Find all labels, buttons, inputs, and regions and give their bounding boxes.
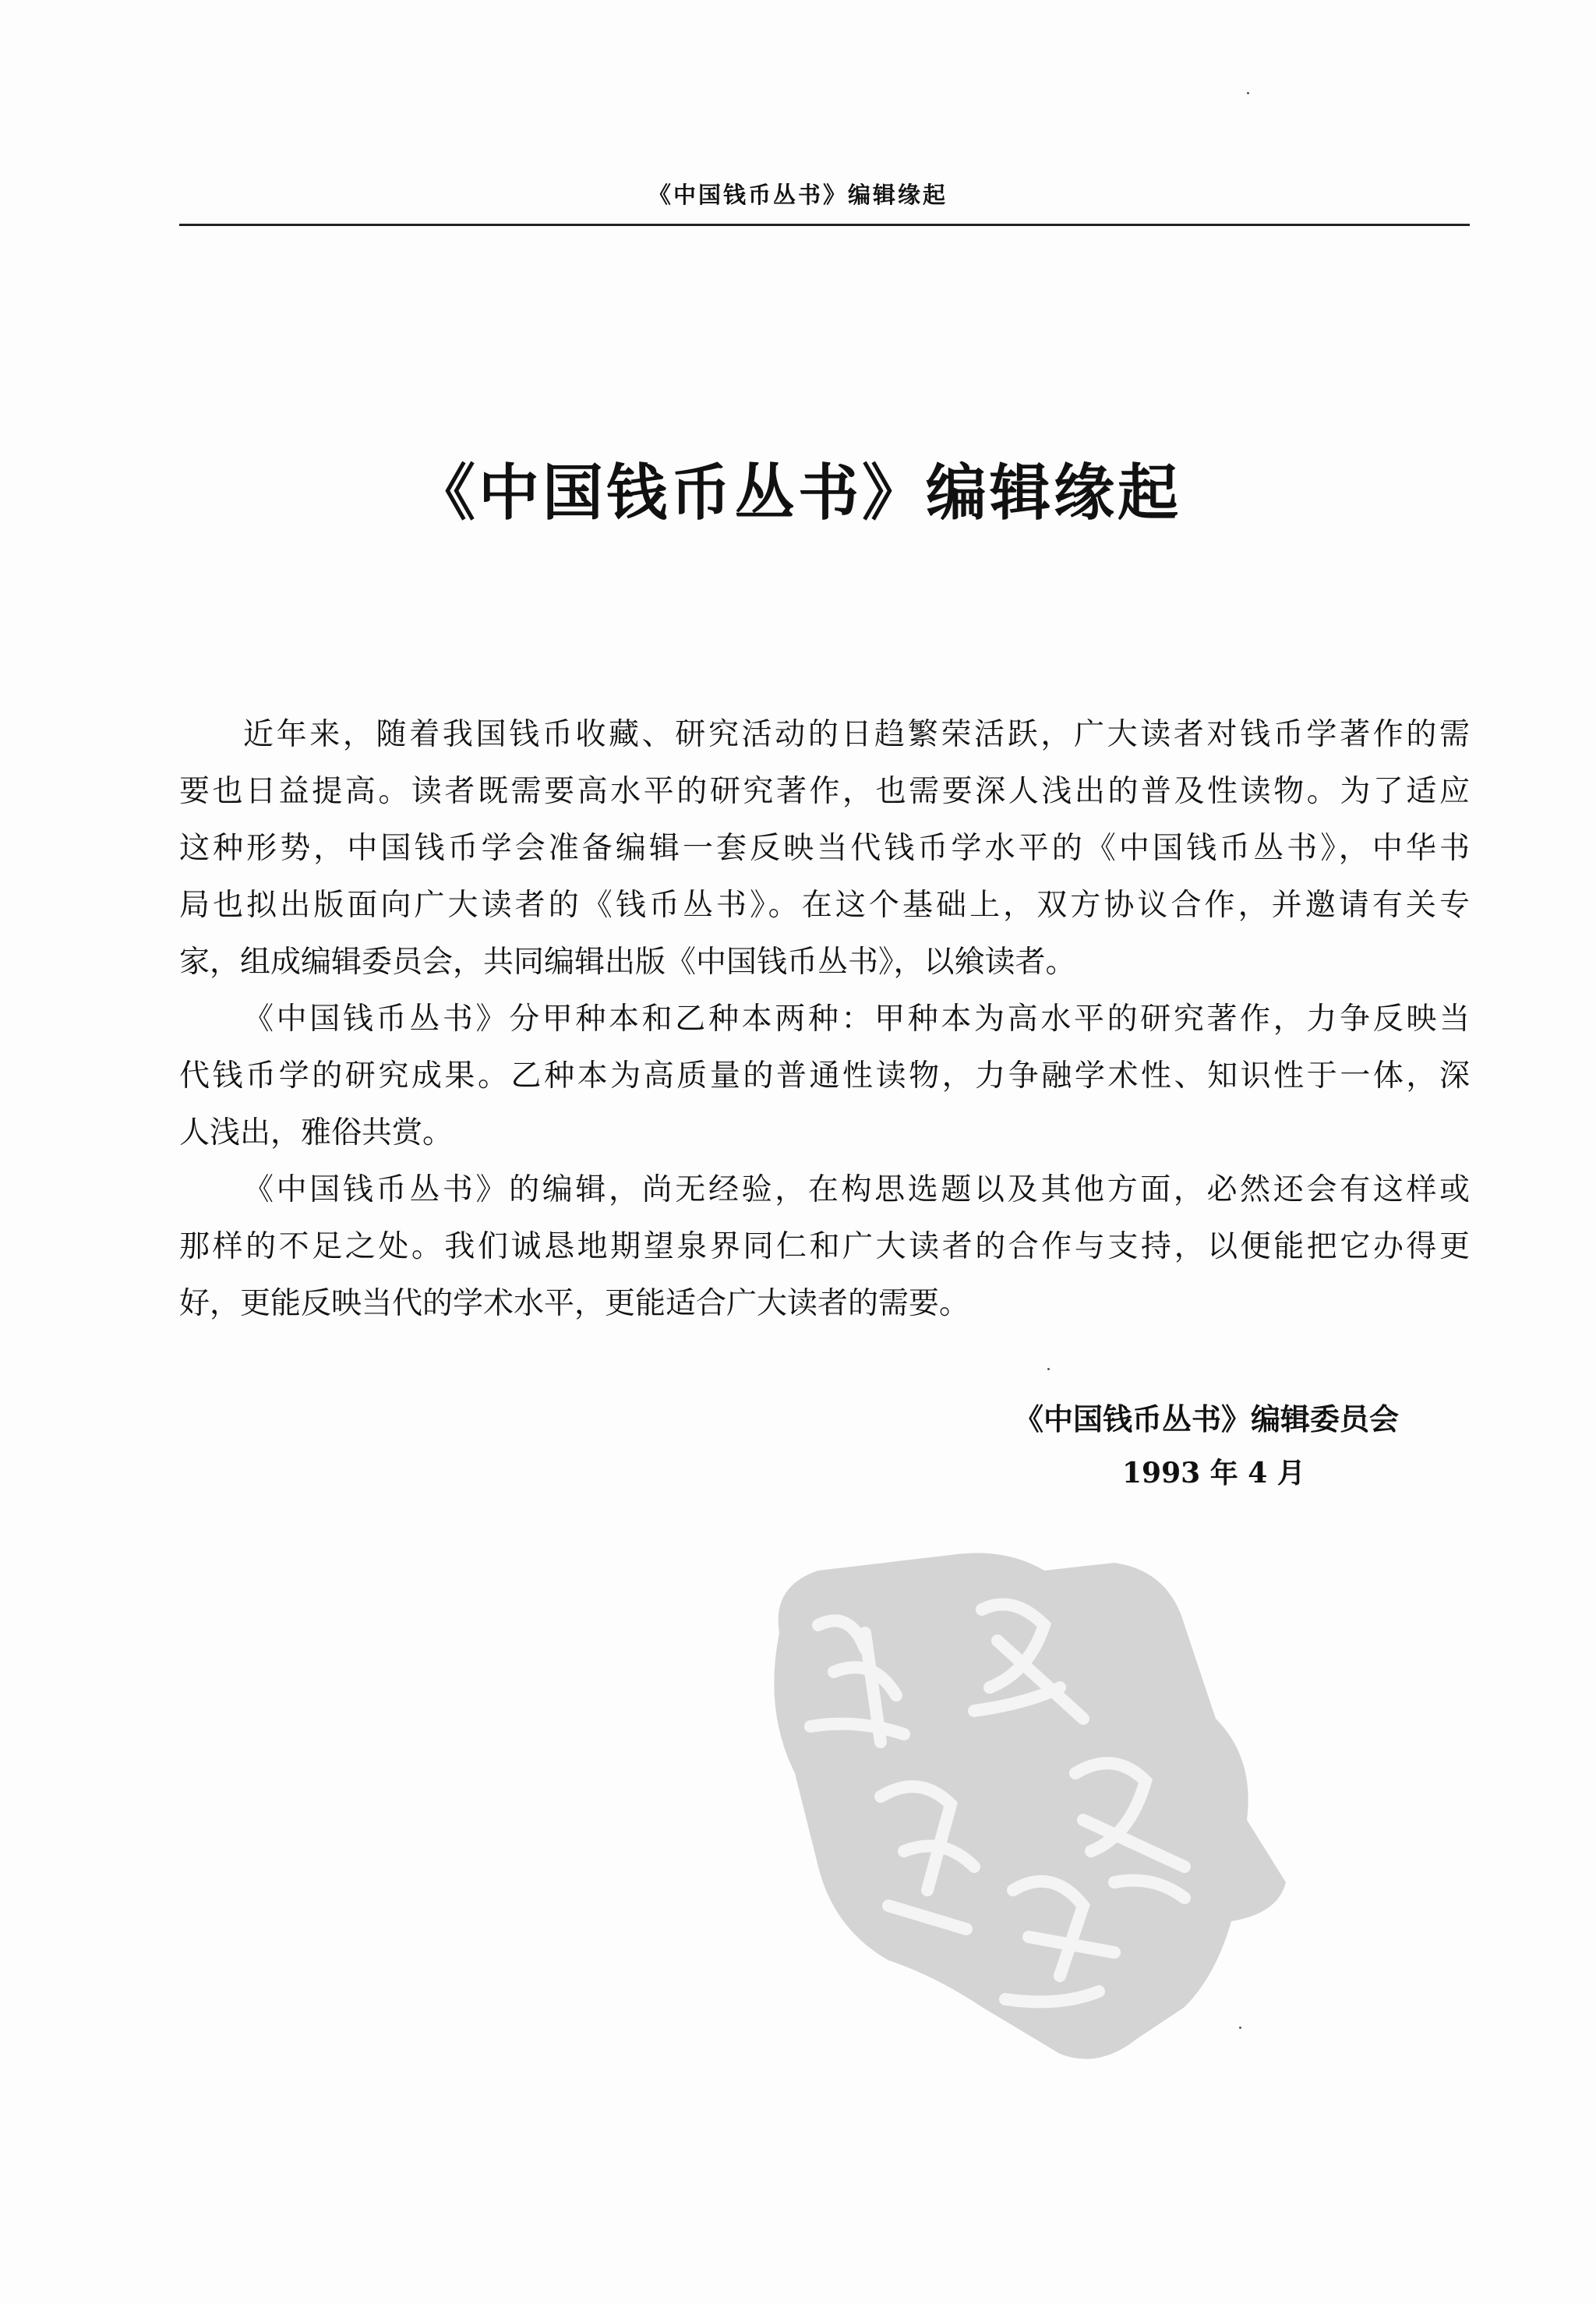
paragraph-line: 《中国钱币丛书》的编辑，尚无经验，在构思选题以及其他方面，必然还会有这样或: [243, 1172, 1470, 1207]
date: 1993 年 4 月: [1122, 1457, 1305, 1489]
paragraph-line: 代钱币学的研究成果。乙种本为高质量的普通性读物，力争融学术性、知识性于一体，深: [179, 1058, 1470, 1094]
header-rule: [179, 224, 1470, 226]
paragraph-line: 这种形势，中国钱币学会准备编辑一套反映当代钱币学水平的《中国钱币丛书》，中华书: [179, 831, 1470, 866]
body-text: [179, 706, 1470, 1332]
paragraph-line: 要也日益提高。读者既需要高水平的研究著作，也需要深人浅出的普及性读物。为了适应: [179, 774, 1470, 809]
paragraph-line: 人浅出，雅俗共赏。: [179, 1115, 454, 1150]
seal-watermark: [748, 1539, 1286, 2069]
page-title: 《中国钱币丛书》编辑缘起: [414, 458, 1181, 528]
paragraph-line: 那样的不足之处。我们诚恳地期望泉界同仁和广大读者的合作与支持，以便能把它办得更: [179, 1229, 1470, 1264]
paragraph-line: 好，更能反映当代的学术水平，更能适合广大读者的需要。: [179, 1286, 970, 1321]
paragraph-line: 家，组成编辑委员会，共同编辑出版《中国钱币丛书》，以飨读者。: [179, 945, 1076, 980]
scan-speck: [1047, 1368, 1050, 1370]
paragraph-line: 局也拟出版面向广大读者的《钱币丛书》。在这个基础上，双方协议合作，并邀请有关专: [179, 888, 1470, 923]
scan-speck: [1239, 2027, 1241, 2029]
scan-speck: [1247, 92, 1249, 94]
paragraph-line: 《中国钱币丛书》分甲种本和乙种本两种：甲种本为高水平的研究著作，力争反映当: [243, 1002, 1470, 1037]
signature: 《中国钱币丛书》编辑委员会: [1013, 1401, 1399, 1436]
running-head: 《中国钱币丛书》编辑缘起: [648, 182, 948, 208]
paragraph-line: 近年来，随着我国钱币收藏、研究活动的日趋繁荣活跃，广大读者对钱币学著作的需: [243, 717, 1470, 752]
